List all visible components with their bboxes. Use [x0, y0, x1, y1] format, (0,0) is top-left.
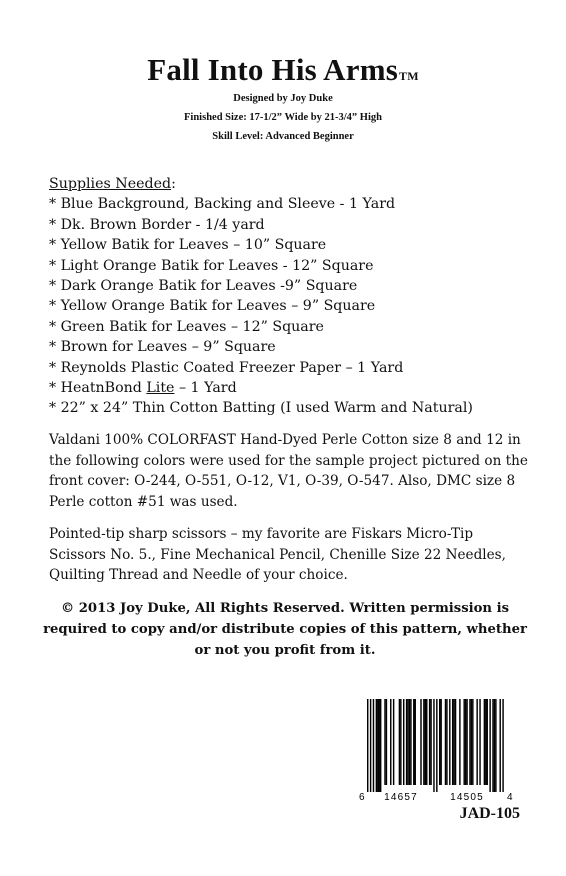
barcode-bar — [377, 699, 378, 792]
supply-item: * Blue Background, Backing and Sleeve - 1 Yard — [49, 196, 396, 213]
barcode-bar — [476, 699, 477, 785]
barcode-bar — [409, 699, 410, 785]
heatnbond-prefix: * HeatnBond — [49, 380, 147, 397]
supply-item-batting: * 22” x 24” Thin Cotton Batting (I used Warm and Natural) — [49, 400, 473, 417]
barcode-bar — [440, 699, 441, 785]
barcode-bar — [384, 699, 385, 785]
barcode-bar — [472, 699, 473, 785]
barcode-bar — [380, 699, 381, 792]
barcode-bar — [370, 699, 371, 792]
barcode-bar — [376, 699, 377, 792]
barcode-bar — [373, 699, 374, 792]
heatnbond-suffix: – 1 Yard — [174, 380, 237, 397]
supply-item: * Light Orange Batik for Leaves - 12” Square — [49, 257, 374, 274]
barcode-bar — [425, 699, 426, 785]
barcode-bar — [390, 699, 391, 785]
barcode-bar — [429, 699, 430, 785]
barcode-bar — [407, 699, 408, 785]
barcode-bars — [367, 699, 504, 792]
supply-item: * Yellow Batik for Leaves – 10” Square — [49, 237, 327, 254]
barcode-bar — [446, 699, 447, 785]
barcode-group-right: 14505 — [450, 792, 484, 803]
barcode-bar — [485, 699, 486, 785]
product-sku: JAD-105 — [459, 805, 520, 822]
barcode-bar — [399, 699, 400, 785]
barcode-bar — [455, 699, 456, 785]
barcode-bar — [494, 699, 495, 792]
supplies-list — [49, 194, 529, 418]
barcode-bar — [433, 699, 434, 792]
upc-barcode — [355, 697, 515, 803]
trademark-symbol: TM — [399, 69, 419, 83]
barcode-bar — [423, 699, 424, 785]
barcode-digit-left: 6 — [359, 792, 365, 803]
barcode-bar — [386, 699, 387, 785]
barcode-bar — [453, 699, 454, 785]
supplies-heading-text: Supplies Needed — [49, 176, 172, 192]
barcode-bar — [469, 699, 470, 785]
barcode-bar — [439, 699, 440, 785]
supplies-section — [49, 174, 529, 419]
barcode-bar — [367, 699, 368, 792]
barcode-bar — [466, 699, 467, 785]
barcode-bar — [487, 699, 488, 785]
barcode-bar — [400, 699, 401, 785]
finished-size: Finished Size: 17-1/2” Wide by 21-3/4” High — [184, 112, 382, 123]
barcode-bar — [465, 699, 466, 785]
barcode-bar — [379, 699, 380, 792]
barcode-bar — [406, 699, 407, 785]
barcode-bar — [403, 699, 404, 785]
barcode-bar — [393, 699, 394, 785]
barcode-bar — [413, 699, 414, 785]
supplies-heading — [49, 174, 529, 194]
barcode-group-left: 14657 — [384, 792, 418, 803]
supply-item: * Dark Orange Batik for Leaves -9” Square — [49, 278, 358, 295]
supply-item: * Reynolds Plastic Coated Freezer Paper – 1 Yard — [49, 359, 404, 376]
barcode-bar — [484, 699, 485, 785]
barcode-bar — [502, 699, 503, 792]
barcode-bar — [471, 699, 472, 785]
barcode-bar — [495, 699, 496, 792]
barcode-bar — [436, 699, 437, 792]
barcode-bar — [426, 699, 427, 785]
barcode-bar — [410, 699, 411, 785]
barcode-bar — [492, 699, 493, 792]
designer-credit: Designed by Joy Duke — [233, 93, 333, 104]
thread-paragraph: Valdani 100% COLORFAST Hand-Dyed Perle Cotton size 8 and 12 in the following colors were used for the sample project pictured on the front cover: O-244, O-551, O-12, V1, O-39, O-547. Also, DMC size 8 Perle cotton #51 was used. — [49, 432, 528, 510]
skill-level: Skill Level: Advanced Beginner — [212, 131, 354, 142]
barcode-bar — [415, 699, 416, 785]
tools-paragraph: Pointed-tip sharp scissors – my favorite are Fiskars Micro-Tip Scissors No. 5., Fine Mechanical Pencil, Chenille Size 22 Needles, Quilting Thread and Needle of your choice. — [49, 526, 506, 583]
supply-item: * Green Batik for Leaves – 12” Square — [49, 318, 324, 335]
barcode-bar — [463, 699, 464, 785]
copyright-notice: © 2013 Joy Duke, All Rights Reserved. Written permission is required to copy and/or distribute copies of this pattern, whether or not you profit from it. — [43, 601, 527, 658]
barcode-bar — [499, 699, 500, 792]
pattern-title — [0, 50, 566, 90]
supplies-heading-colon: : — [171, 176, 176, 192]
barcode-bar — [449, 699, 450, 785]
barcode-graphic — [355, 697, 515, 803]
barcode-bar — [430, 699, 431, 785]
barcode-bar — [445, 699, 446, 785]
supply-item: * Yellow Orange Batik for Leaves – 9” Square — [49, 298, 376, 315]
barcode-bar — [479, 699, 480, 785]
barcode-digit-right: 4 — [507, 792, 513, 803]
title-text: Fall Into His Arms — [147, 52, 399, 87]
supply-item: * Dk. Brown Border - 1/4 yard — [49, 216, 265, 233]
supply-item-heatnbond — [49, 378, 529, 398]
supply-item: * Brown for Leaves – 9” Square — [49, 339, 276, 356]
heatnbond-lite: Lite — [146, 380, 175, 397]
barcode-bar — [489, 699, 490, 792]
barcode-bar — [452, 699, 453, 785]
barcode-bar — [459, 699, 460, 785]
barcode-bar — [420, 699, 421, 785]
